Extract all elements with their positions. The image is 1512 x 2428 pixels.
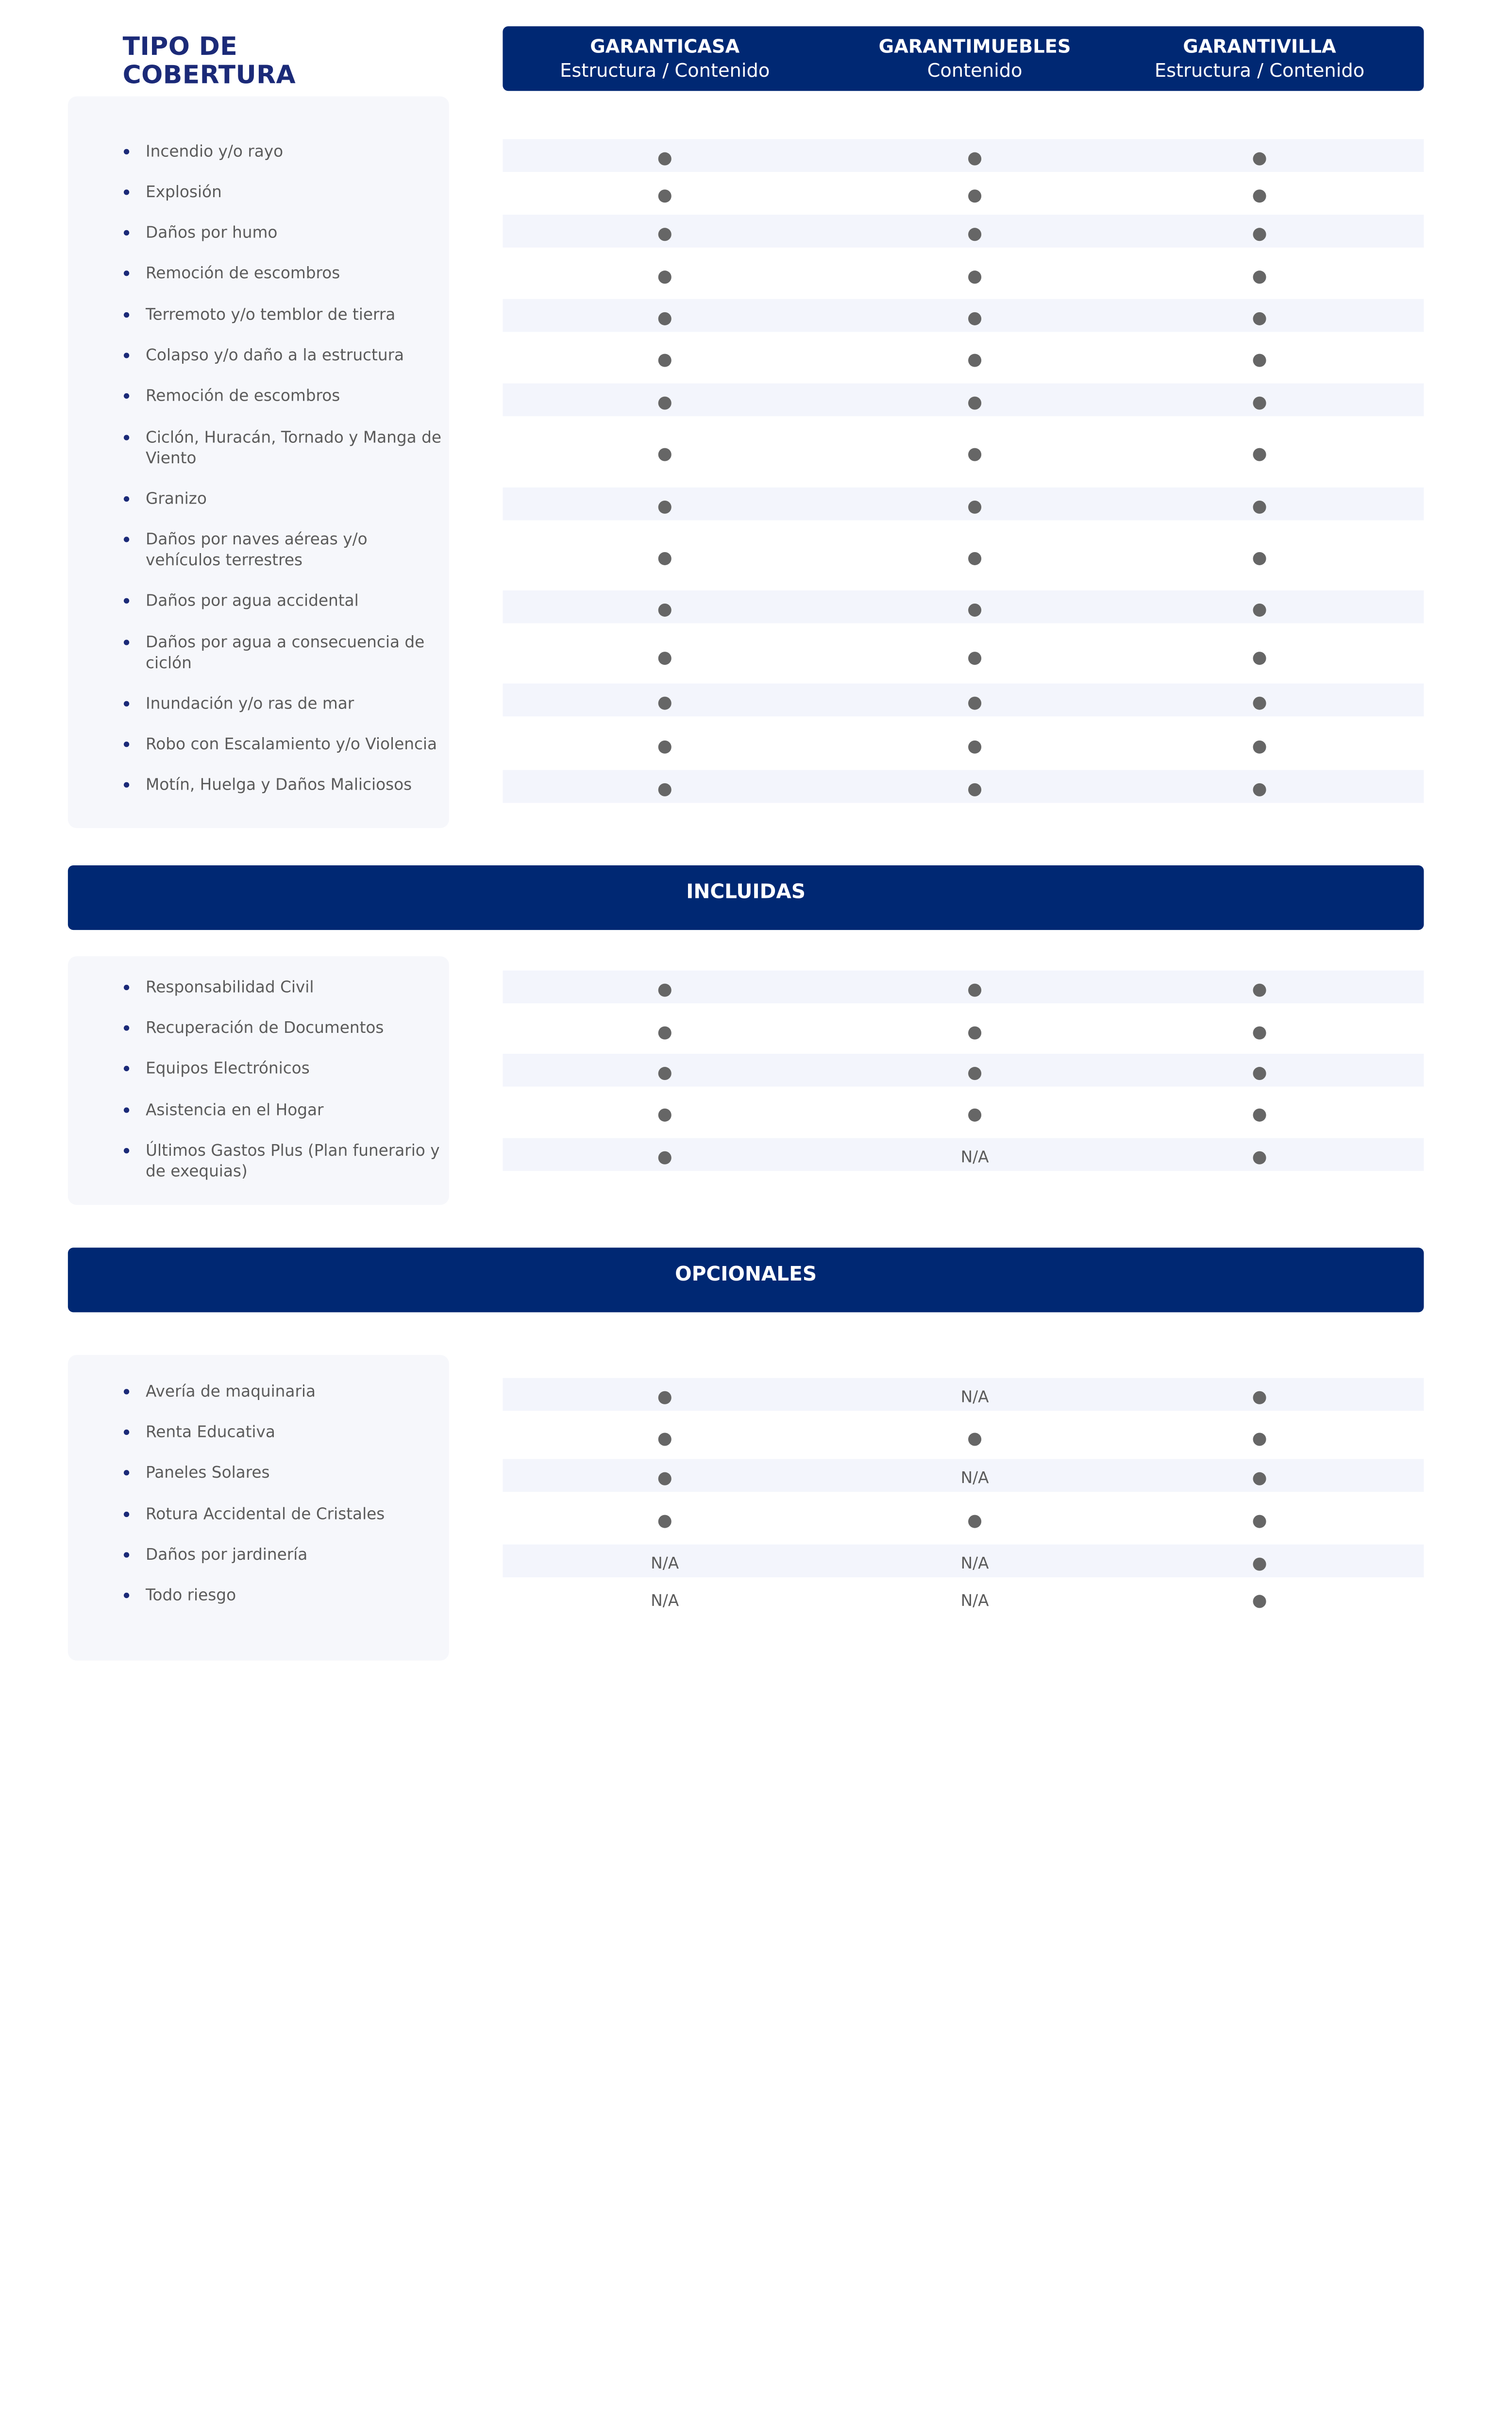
- included-dot-icon: [968, 741, 981, 754]
- bullet-icon: [124, 1470, 129, 1475]
- not-applicable-text: N/A: [651, 1592, 679, 1610]
- included-dot-icon: [1253, 697, 1266, 710]
- included-dot-icon: [1253, 397, 1266, 410]
- included-dot-icon: [968, 1067, 981, 1080]
- coverage-cell: [832, 1512, 1117, 1525]
- column-header-garanticasa: [522, 35, 807, 83]
- included-dot-icon: [1253, 1027, 1266, 1040]
- bullet-icon: [124, 189, 129, 195]
- included-dot-icon: [968, 1433, 981, 1446]
- coverage-label: Daños por humo: [146, 224, 278, 242]
- bullet-icon: [124, 1389, 129, 1394]
- coverage-label: Recuperación de Documentos: [146, 1020, 384, 1038]
- bullet-icon: [124, 1430, 129, 1435]
- coverage-cell: [1117, 149, 1402, 162]
- bullet-icon: [124, 312, 129, 318]
- coverage-item: [146, 428, 441, 470]
- coverage-item: [146, 223, 441, 244]
- bullet-icon: [124, 1512, 129, 1517]
- included-dot-icon: [658, 189, 672, 202]
- included-dot-icon: [658, 270, 672, 284]
- coverage-label: Inundación y/o ras de mar: [146, 695, 354, 713]
- coverage-cell: [1117, 980, 1402, 994]
- included-dot-icon: [968, 501, 981, 514]
- column-name: GARANTIVILLA: [1183, 36, 1336, 58]
- coverage-label: Explosión: [146, 184, 222, 202]
- coverage-cell: [522, 648, 807, 661]
- included-dot-icon: [658, 741, 672, 754]
- coverage-cell: [522, 1469, 807, 1482]
- included-dot-icon: [1253, 552, 1266, 565]
- coverage-label: Motín, Huelga y Daños Maliciosos: [146, 776, 412, 794]
- included-dot-icon: [968, 1109, 981, 1122]
- coverage-label: Granizo: [146, 490, 207, 508]
- included-dot-icon: [1253, 1391, 1266, 1404]
- coverage-item: [146, 1141, 441, 1183]
- coverage-item: [146, 142, 441, 163]
- coverage-cell: [522, 600, 807, 613]
- coverage-label: Colapso y/o daño a la estructura: [146, 347, 404, 365]
- coverage-cell: [832, 1023, 1117, 1036]
- coverage-cell: [832, 780, 1117, 793]
- coverage-label: Daños por naves aéreas y/o vehículos terrestres: [146, 531, 368, 570]
- coverage-cell: [832, 1146, 1117, 1166]
- bullet-icon: [124, 435, 129, 440]
- bullet-icon: [124, 149, 129, 154]
- included-dot-icon: [1253, 652, 1266, 665]
- column-header-garantimuebles: [832, 35, 1117, 83]
- coverage-cell: [522, 497, 807, 510]
- included-dot-icon: [658, 1515, 672, 1528]
- coverage-cell: [832, 1105, 1117, 1118]
- coverage-cell: [522, 1430, 807, 1443]
- coverage-label: Asistencia en el Hogar: [146, 1102, 324, 1120]
- coverage-item: [146, 735, 441, 756]
- included-dot-icon: [1253, 783, 1266, 796]
- included-dot-icon: [1253, 228, 1266, 241]
- included-dot-icon: [1253, 1433, 1266, 1446]
- coverage-cell: [1117, 648, 1402, 661]
- coverage-cell: [1117, 737, 1402, 750]
- coverage-label: Robo con Escalamiento y/o Violencia: [146, 736, 437, 754]
- included-dot-icon: [658, 1391, 672, 1404]
- coverage-item: [146, 1546, 441, 1567]
- not-applicable-text: N/A: [651, 1555, 679, 1573]
- coverage-cell: [1117, 693, 1402, 707]
- coverage-cell: [1117, 600, 1402, 613]
- not-applicable-text: N/A: [960, 1555, 989, 1573]
- included-dot-icon: [1253, 312, 1266, 325]
- included-dot-icon: [1253, 1558, 1266, 1571]
- column-subtitle: Estructura / Contenido: [560, 60, 770, 83]
- coverage-cell: [832, 648, 1117, 661]
- bullet-icon: [124, 353, 129, 358]
- bullet-icon: [124, 1148, 129, 1153]
- included-dot-icon: [658, 1433, 672, 1446]
- column-subtitle: Estructura / Contenido: [1154, 60, 1365, 83]
- coverage-item: [146, 1019, 441, 1040]
- coverage-cell: [832, 737, 1117, 750]
- included-dot-icon: [1253, 1515, 1266, 1528]
- coverage-cell: [1117, 1554, 1402, 1568]
- coverage-label: Últimos Gastos Plus (Plan funerario y de exequias): [146, 1142, 440, 1181]
- coverage-cell: [832, 1430, 1117, 1443]
- coverage-cell: [522, 1552, 807, 1573]
- included-dot-icon: [1253, 448, 1266, 461]
- coverage-cell: [1117, 267, 1402, 280]
- included-dot-icon: [658, 397, 672, 410]
- coverage-cell: [522, 1063, 807, 1077]
- coverage-item: [146, 978, 441, 999]
- included-dot-icon: [658, 312, 672, 325]
- coverage-cell: [522, 980, 807, 994]
- coverage-cell: [1117, 445, 1402, 458]
- coverage-cell: [522, 186, 807, 199]
- coverage-cell: [1117, 1023, 1402, 1036]
- coverage-cell: [1117, 1105, 1402, 1118]
- coverage-item: [146, 264, 441, 285]
- coverage-cell: [1117, 549, 1402, 562]
- coverage-cell: [522, 780, 807, 793]
- bullet-icon: [124, 230, 129, 236]
- coverage-cell: [1117, 393, 1402, 406]
- coverage-cell: [832, 149, 1117, 162]
- not-applicable-text: N/A: [960, 1470, 989, 1488]
- bullet-icon: [124, 742, 129, 747]
- table-header: [503, 26, 1424, 91]
- bullet-icon: [124, 393, 129, 399]
- coverage-cell: [832, 497, 1117, 510]
- coverage-cell: [1117, 1148, 1402, 1161]
- included-dot-icon: [968, 448, 981, 461]
- coverage-cell: [832, 980, 1117, 994]
- coverage-cell: [1117, 1512, 1402, 1525]
- coverage-cell: [1117, 780, 1402, 793]
- coverage-cell: [522, 1589, 807, 1610]
- coverage-cell: [522, 1105, 807, 1118]
- included-dot-icon: [1253, 1109, 1266, 1122]
- coverage-cell: [522, 549, 807, 562]
- included-dot-icon: [658, 1472, 672, 1485]
- coverage-cell: [1117, 186, 1402, 199]
- included-dot-icon: [658, 697, 672, 710]
- coverage-cell: [832, 186, 1117, 199]
- coverage-cell: [832, 1063, 1117, 1077]
- coverage-item: [146, 1059, 441, 1080]
- column-name: GARANTIMUEBLES: [878, 36, 1071, 58]
- included-dot-icon: [968, 354, 981, 367]
- coverage-label: Remoción de escombros: [146, 388, 340, 405]
- coverage-label: Paneles Solares: [146, 1464, 270, 1482]
- coverage-cell: [1117, 1469, 1402, 1482]
- coverage-item: [146, 346, 441, 367]
- coverage-label: Incendio y/o rayo: [146, 143, 284, 161]
- coverage-cell: [522, 309, 807, 322]
- included-dot-icon: [658, 228, 672, 241]
- included-dot-icon: [658, 1151, 672, 1164]
- coverage-item: [146, 776, 441, 796]
- included-dot-icon: [658, 604, 672, 617]
- coverage-item: [146, 591, 441, 612]
- coverage-item: [146, 633, 441, 675]
- coverage-cell: [522, 1148, 807, 1161]
- included-dot-icon: [968, 552, 981, 565]
- coverage-cell: [832, 549, 1117, 562]
- included-dot-icon: [658, 984, 672, 997]
- coverage-item: [146, 1586, 441, 1607]
- coverage-cell: [1117, 1063, 1402, 1077]
- included-dot-icon: [968, 984, 981, 997]
- coverage-cell: [832, 1385, 1117, 1406]
- coverage-item: [146, 183, 441, 204]
- coverage-cell: [522, 149, 807, 162]
- not-applicable-text: N/A: [960, 1592, 989, 1610]
- coverage-cell: [1117, 1592, 1402, 1605]
- coverage-label: Renta Educativa: [146, 1424, 275, 1442]
- not-applicable-text: N/A: [960, 1149, 989, 1167]
- coverage-label: Avería de maquinaria: [146, 1383, 316, 1401]
- included-dot-icon: [658, 1027, 672, 1040]
- included-dot-icon: [1253, 1067, 1266, 1080]
- bullet-icon: [124, 1552, 129, 1557]
- included-dot-icon: [968, 228, 981, 241]
- included-dot-icon: [1253, 354, 1266, 367]
- coverage-item: [146, 1464, 441, 1484]
- included-dot-icon: [968, 604, 981, 617]
- coverage-cell: [522, 445, 807, 458]
- coverage-cell: [522, 693, 807, 707]
- included-dot-icon: [658, 552, 672, 565]
- coverage-cell: [832, 445, 1117, 458]
- column-subtitle: Contenido: [927, 60, 1023, 83]
- coverage-item: [146, 489, 441, 510]
- coverage-label: Daños por jardinería: [146, 1547, 308, 1565]
- coverage-cell: [832, 351, 1117, 364]
- included-dot-icon: [968, 1515, 981, 1528]
- included-dot-icon: [1253, 741, 1266, 754]
- bullet-icon: [124, 1066, 129, 1071]
- included-dot-icon: [1253, 984, 1266, 997]
- coverage-cell: [832, 1552, 1117, 1573]
- included-dot-icon: [1253, 604, 1266, 617]
- coverage-cell: [832, 267, 1117, 280]
- included-dot-icon: [658, 448, 672, 461]
- coverage-cell: [522, 1023, 807, 1036]
- coverage-label: Todo riesgo: [146, 1587, 236, 1605]
- included-dot-icon: [968, 189, 981, 202]
- coverage-cell: [1117, 351, 1402, 364]
- coverage-label: Rotura Accidental de Cristales: [146, 1506, 385, 1524]
- coverage-item: [146, 694, 441, 715]
- coverage-cell: [1117, 309, 1402, 322]
- included-dot-icon: [968, 312, 981, 325]
- bullet-icon: [124, 782, 129, 788]
- section-band: OPCIONALES: [68, 1248, 1424, 1312]
- included-dot-icon: [658, 1109, 672, 1122]
- coverage-label: Equipos Electrónicos: [146, 1060, 310, 1078]
- included-dot-icon: [658, 354, 672, 367]
- coverage-cell: [522, 351, 807, 364]
- coverage-label: Ciclón, Huracán, Tornado y Manga de Viento: [146, 429, 442, 468]
- bullet-icon: [124, 1108, 129, 1113]
- bullet-icon: [124, 496, 129, 502]
- coverage-cell: [832, 1467, 1117, 1487]
- included-dot-icon: [1253, 1151, 1266, 1164]
- bullet-icon: [124, 537, 129, 542]
- bullet-icon: [124, 598, 129, 604]
- bullet-icon: [124, 640, 129, 645]
- coverage-cell: [522, 1512, 807, 1525]
- included-dot-icon: [1253, 1595, 1266, 1608]
- coverage-item: [146, 305, 441, 326]
- coverage-cell: [522, 1388, 807, 1401]
- coverage-cell: [522, 224, 807, 237]
- included-dot-icon: [968, 783, 981, 796]
- bullet-icon: [124, 1593, 129, 1598]
- coverage-label: Remoción de escombros: [146, 265, 340, 283]
- coverage-cell: [1117, 1430, 1402, 1443]
- coverage-label: Daños por agua accidental: [146, 592, 359, 610]
- coverage-cell: [832, 600, 1117, 613]
- coverage-item: [146, 1383, 441, 1403]
- included-dot-icon: [1253, 270, 1266, 284]
- coverage-cell: [522, 737, 807, 750]
- included-dot-icon: [658, 652, 672, 665]
- included-dot-icon: [968, 152, 981, 166]
- included-dot-icon: [968, 697, 981, 710]
- coverage-cell: [1117, 224, 1402, 237]
- coverage-cell: [522, 393, 807, 406]
- column-name: GARANTICASA: [590, 36, 740, 58]
- included-dot-icon: [658, 501, 672, 514]
- coverage-label: Responsabilidad Civil: [146, 979, 314, 997]
- included-dot-icon: [968, 652, 981, 665]
- bullet-icon: [124, 985, 129, 990]
- column-header-garantivilla: [1117, 35, 1402, 83]
- coverage-cell: [832, 1589, 1117, 1610]
- coverage-label: Terremoto y/o temblor de tierra: [146, 306, 396, 324]
- coverage-item: [146, 1505, 441, 1526]
- coverage-cell: [832, 224, 1117, 237]
- coverage-label: Daños por agua a consecuencia de ciclón: [146, 634, 425, 673]
- coverage-cell: [1117, 497, 1402, 510]
- coverage-cell: [832, 309, 1117, 322]
- included-dot-icon: [1253, 189, 1266, 202]
- coverage-item: [146, 387, 441, 407]
- included-dot-icon: [1253, 1472, 1266, 1485]
- coverage-item: [146, 1423, 441, 1444]
- included-dot-icon: [968, 1027, 981, 1040]
- included-dot-icon: [1253, 501, 1266, 514]
- not-applicable-text: N/A: [960, 1389, 989, 1407]
- included-dot-icon: [968, 397, 981, 410]
- page-title: TIPO DE COBERTURA: [122, 33, 296, 90]
- bullet-icon: [124, 701, 129, 707]
- coverage-cell: [832, 393, 1117, 406]
- coverage-cell: [1117, 1388, 1402, 1401]
- included-dot-icon: [968, 270, 981, 284]
- included-dot-icon: [658, 152, 672, 166]
- bullet-icon: [124, 270, 129, 276]
- coverage-cell: [832, 693, 1117, 707]
- included-dot-icon: [658, 1067, 672, 1080]
- included-dot-icon: [1253, 152, 1266, 166]
- coverage-item: [146, 1101, 441, 1122]
- coverage-cell: [522, 267, 807, 280]
- included-dot-icon: [658, 783, 672, 796]
- coverage-item: [146, 530, 441, 572]
- section-band: INCLUIDAS: [68, 865, 1424, 930]
- bullet-icon: [124, 1025, 129, 1030]
